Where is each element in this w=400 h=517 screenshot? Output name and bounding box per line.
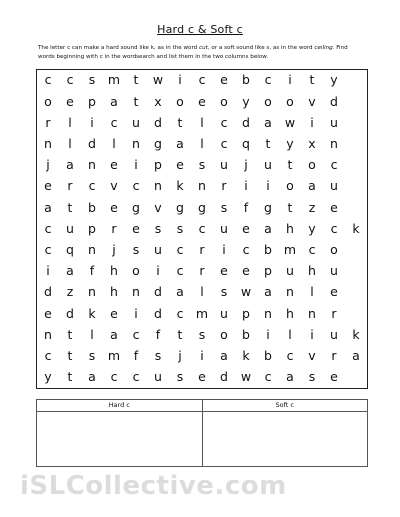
grid-cell: u xyxy=(286,263,294,279)
grid-cell: s xyxy=(154,347,162,363)
grid-cell: v xyxy=(154,199,162,215)
grid-cell: n xyxy=(308,305,316,321)
grid-cell: u xyxy=(330,114,338,130)
grid-cell: i xyxy=(222,241,226,257)
grid-cell: n xyxy=(88,241,96,257)
grid-cell: a xyxy=(176,284,184,300)
grid-cell: a xyxy=(110,93,118,109)
grid-cell: o xyxy=(330,241,338,257)
grid-cell: x xyxy=(154,93,162,109)
grid-cell: c xyxy=(330,220,338,236)
grid-cell: m xyxy=(107,347,121,363)
grid-cell xyxy=(345,112,367,133)
grid-cell: x xyxy=(308,135,316,151)
grid-cell: p xyxy=(154,157,162,173)
grid-cell: b xyxy=(242,326,250,342)
grid-cell: n xyxy=(88,284,96,300)
grid-cell: t xyxy=(287,157,293,173)
grid-cell: l xyxy=(112,135,116,151)
grid-cell: a xyxy=(264,220,272,236)
grid-cell: r xyxy=(331,305,337,321)
grid-cell: g xyxy=(154,135,162,151)
grid-cell: g xyxy=(132,199,140,215)
grid-cell: w xyxy=(152,72,164,88)
grid-cell: c xyxy=(132,178,140,194)
grid-cell: e xyxy=(198,369,206,385)
grid-cell: c xyxy=(66,72,74,88)
grid-cell: c xyxy=(88,178,96,194)
grid-cell: g xyxy=(264,199,272,215)
grid-cell: i xyxy=(200,347,204,363)
grid-cell xyxy=(345,261,367,282)
grid-cell: n xyxy=(44,135,52,151)
grid-cell: o xyxy=(44,93,52,109)
grid-cell: s xyxy=(88,347,96,363)
grid-cell: t xyxy=(265,135,271,151)
grid-cell: b xyxy=(264,347,272,363)
grid-cell: e xyxy=(242,220,250,236)
grid-cell: u xyxy=(154,241,162,257)
grid-cell: d xyxy=(154,114,162,130)
grid-cell: g xyxy=(198,199,206,215)
grid-cell: n xyxy=(286,284,294,300)
grid-cell: e xyxy=(220,263,228,279)
grid-cell: r xyxy=(331,347,337,363)
grid-cell: r xyxy=(199,263,205,279)
grid-cell: i xyxy=(178,72,182,88)
grid-cell: l xyxy=(288,326,292,342)
instructions: The letter c can make a hard sound like k, as in the word cut, or a soft sound like s, as in the word ceiling. Find words beginning with c in the wordsearch and list them in the two columns below. xyxy=(38,45,348,60)
hard-c-header: Hard c xyxy=(37,400,202,412)
grid-cell xyxy=(345,303,367,324)
grid-cell xyxy=(345,134,367,155)
watermark: iSLCollective.com xyxy=(20,471,287,501)
grid-cell xyxy=(345,91,367,112)
grid-cell: y xyxy=(242,93,250,109)
grid-cell: h xyxy=(286,305,294,321)
grid-cell: o xyxy=(176,93,184,109)
grid-cell: k xyxy=(352,220,360,236)
grid-cell: c xyxy=(220,114,228,130)
grid-cell: b xyxy=(242,72,250,88)
grid-cell: h xyxy=(110,284,118,300)
grid-cell: o xyxy=(286,93,294,109)
grid-cell: j xyxy=(112,241,116,257)
grid-cell: a xyxy=(176,135,184,151)
grid-cell: s xyxy=(308,369,316,385)
grid-cell: t xyxy=(67,326,73,342)
grid-cell: c xyxy=(44,72,52,88)
grid-cell: c xyxy=(308,241,316,257)
grid-cell: c xyxy=(176,263,184,279)
grid-cell: a xyxy=(66,157,74,173)
grid-cell: g xyxy=(176,199,184,215)
grid-cell: o xyxy=(308,157,316,173)
grid-cell: f xyxy=(243,199,249,215)
grid-cell: e xyxy=(110,305,118,321)
grid-cell: c xyxy=(330,157,338,173)
page-title: Hard c & Soft c xyxy=(157,23,243,36)
grid-cell: c xyxy=(132,369,140,385)
grid-cell: n xyxy=(330,135,338,151)
grid-cell: e xyxy=(176,157,184,173)
hard-c-answer-area[interactable] xyxy=(37,412,202,466)
grid-cell: l xyxy=(200,135,204,151)
grid-cell: y xyxy=(308,220,316,236)
grid-cell: t xyxy=(67,199,73,215)
grid-cell: j xyxy=(46,157,50,173)
grid-cell xyxy=(345,367,367,388)
grid-cell: z xyxy=(308,199,316,215)
grid-cell: m xyxy=(283,241,297,257)
grid-cell: c xyxy=(264,72,272,88)
grid-cell: c xyxy=(44,241,52,257)
grid-cell: l xyxy=(68,114,72,130)
grid-cell: c xyxy=(286,347,294,363)
grid-cell: o xyxy=(132,263,140,279)
grid-cell: m xyxy=(195,305,209,321)
grid-cell: d xyxy=(66,305,74,321)
grid-cell: f xyxy=(89,263,95,279)
grid-cell: s xyxy=(220,284,228,300)
grid-cell: r xyxy=(199,241,205,257)
grid-cell: n xyxy=(264,305,272,321)
grid-cell: b xyxy=(264,241,272,257)
grid-cell: p xyxy=(88,93,96,109)
grid-cell: s xyxy=(198,326,206,342)
grid-cell: a xyxy=(264,284,272,300)
grid-cell: u xyxy=(330,326,338,342)
hard-c-column xyxy=(37,400,202,466)
grid-cell: s xyxy=(198,157,206,173)
grid-cell: k xyxy=(352,326,360,342)
wordsearch-grid xyxy=(36,69,368,389)
grid-cell: d xyxy=(154,284,162,300)
grid-cell: d xyxy=(242,114,250,130)
grid-cell: r xyxy=(111,220,117,236)
grid-cell: e xyxy=(44,178,52,194)
grid-cell: z xyxy=(66,284,74,300)
grid-cell: q xyxy=(242,135,250,151)
grid-cell: t xyxy=(309,72,315,88)
grid-cell: l xyxy=(200,284,204,300)
grid-cell: j xyxy=(244,157,248,173)
grid-cell: c xyxy=(242,241,250,257)
grid-cell: s xyxy=(132,241,140,257)
grid-cell: l xyxy=(200,114,204,130)
grid-cell: h xyxy=(110,263,118,279)
grid-cell: c xyxy=(132,326,140,342)
grid-cell: y xyxy=(44,369,52,385)
grid-cell: j xyxy=(178,347,182,363)
grid-cell: s xyxy=(88,72,96,88)
grid-cell: t xyxy=(287,199,293,215)
grid-cell: v xyxy=(308,347,316,363)
grid-cell: d xyxy=(220,369,228,385)
grid-cell: w xyxy=(240,369,252,385)
grid-cell: k xyxy=(176,178,184,194)
grid-cell: t xyxy=(67,347,73,363)
grid-cell: v xyxy=(110,178,118,194)
grid-cell: a xyxy=(286,369,294,385)
grid-cell: i xyxy=(156,263,160,279)
grid-cell: h xyxy=(286,220,294,236)
grid-cell: e xyxy=(330,199,338,215)
grid-cell: i xyxy=(134,305,138,321)
grid-cell: y xyxy=(286,135,294,151)
grid-cell: i xyxy=(288,72,292,88)
grid-cell: a xyxy=(110,326,118,342)
grid-cell: f xyxy=(155,326,161,342)
grid-cell: a xyxy=(44,199,52,215)
grid-cell: u xyxy=(132,114,140,130)
grid-cell: k xyxy=(242,347,250,363)
soft-c-answer-area[interactable] xyxy=(203,412,368,466)
grid-cell: e xyxy=(330,284,338,300)
grid-cell: a xyxy=(308,178,316,194)
grid-cell: u xyxy=(220,157,228,173)
grid-cell: i xyxy=(310,326,314,342)
grid-cell xyxy=(345,70,367,91)
grid-cell: i xyxy=(244,178,248,194)
grid-cell: e xyxy=(66,93,74,109)
grid-cell: o xyxy=(220,326,228,342)
grid-cell: c xyxy=(44,347,52,363)
grid-cell: e xyxy=(110,157,118,173)
grid-cell: o xyxy=(264,93,272,109)
grid-cell xyxy=(345,282,367,303)
grid-cell: d xyxy=(330,93,338,109)
grid-cell: a xyxy=(88,369,96,385)
grid-cell: e xyxy=(330,369,338,385)
grid-cell: i xyxy=(134,157,138,173)
grid-cell xyxy=(345,155,367,176)
grid-cell: a xyxy=(66,263,74,279)
grid-cell xyxy=(345,197,367,218)
grid-cell: d xyxy=(154,305,162,321)
grid-cell: c xyxy=(176,241,184,257)
grid-cell: b xyxy=(88,199,96,215)
grid-cell: c xyxy=(110,369,118,385)
grid-cell: c xyxy=(110,114,118,130)
grid-cell: r xyxy=(221,178,227,194)
grid-cell: s xyxy=(176,220,184,236)
grid-cell: e xyxy=(220,72,228,88)
grid-cell: i xyxy=(90,114,94,130)
grid-cell: c xyxy=(220,135,228,151)
grid-cell: n xyxy=(44,326,52,342)
soft-c-column xyxy=(202,400,368,466)
grid-cell: i xyxy=(310,114,314,130)
grid-cell: e xyxy=(242,263,250,279)
grid-cell: p xyxy=(264,263,272,279)
grid-cell: w xyxy=(284,114,296,130)
grid-cell: p xyxy=(88,220,96,236)
grid-cell: u xyxy=(264,157,272,173)
grid-cell: u xyxy=(220,305,228,321)
grid-cell: t xyxy=(67,369,73,385)
grid-cell: q xyxy=(66,241,74,257)
grid-cell: l xyxy=(310,284,314,300)
grid-cell: d xyxy=(44,284,52,300)
grid-cell: s xyxy=(176,369,184,385)
grid-cell: y xyxy=(330,72,338,88)
grid-cell: o xyxy=(286,178,294,194)
grid-cell: e xyxy=(110,199,118,215)
grid-cell: n xyxy=(154,178,162,194)
grid-cell: l xyxy=(90,326,94,342)
grid-cell: s xyxy=(154,220,162,236)
grid-cell: d xyxy=(88,135,96,151)
soft-c-header: Soft c xyxy=(203,400,368,412)
grid-cell: r xyxy=(67,178,73,194)
grid-cell: a xyxy=(220,347,228,363)
grid-cell: c xyxy=(44,220,52,236)
grid-cell: u xyxy=(154,369,162,385)
grid-cell: i xyxy=(266,178,270,194)
grid-cell: i xyxy=(46,263,50,279)
grid-cell: u xyxy=(220,220,228,236)
grid-cell: h xyxy=(308,263,316,279)
grid-cell: m xyxy=(107,72,121,88)
grid-cell: c xyxy=(198,72,206,88)
grid-cell: f xyxy=(133,347,139,363)
grid-cell: n xyxy=(132,135,140,151)
grid-cell: a xyxy=(264,114,272,130)
grid-cell: c xyxy=(264,369,272,385)
grid-cell: t xyxy=(133,72,139,88)
grid-cell: u xyxy=(66,220,74,236)
grid-cell xyxy=(345,240,367,261)
grid-cell: i xyxy=(266,326,270,342)
grid-cell: t xyxy=(177,326,183,342)
grid-cell: r xyxy=(45,114,51,130)
grid-cell: v xyxy=(308,93,316,109)
grid-cell: o xyxy=(220,93,228,109)
grid-cell: u xyxy=(330,178,338,194)
grid-cell: e xyxy=(44,305,52,321)
grid-cell: n xyxy=(88,157,96,173)
grid-cell: e xyxy=(132,220,140,236)
grid-cell: t xyxy=(133,93,139,109)
grid-cell: t xyxy=(177,114,183,130)
grid-cell: l xyxy=(68,135,72,151)
grid-cell: c xyxy=(176,305,184,321)
grid-cell: e xyxy=(198,93,206,109)
grid-cell: p xyxy=(242,305,250,321)
grid-cell xyxy=(345,176,367,197)
grid-cell: w xyxy=(240,284,252,300)
grid-cell: u xyxy=(330,263,338,279)
grid-cell: k xyxy=(88,305,96,321)
grid-cell: n xyxy=(198,178,206,194)
grid-cell: s xyxy=(220,199,228,215)
grid-cell: a xyxy=(352,347,360,363)
grid-cell: c xyxy=(198,220,206,236)
answer-table xyxy=(36,399,368,467)
grid-cell: n xyxy=(132,284,140,300)
